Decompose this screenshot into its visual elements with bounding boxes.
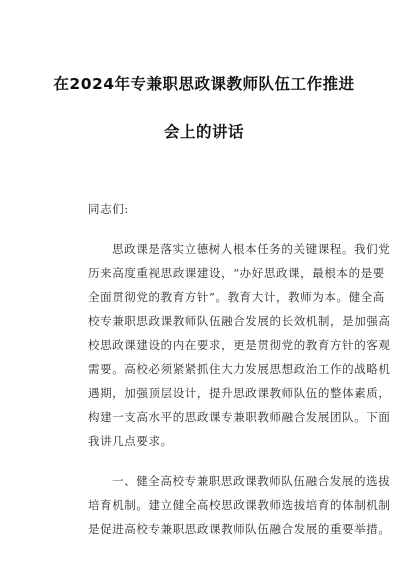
- paragraph-1-line-1: 思政课是落实立德树人根本任务的关键课程。我们党: [112, 242, 391, 256]
- document-title-line-2: 会上的讲话: [163, 123, 244, 141]
- paragraph-1-line-6: 需要。高校必须紧紧抓住大力发展思想政治工作的战略机: [88, 362, 391, 376]
- paragraph-1-line-7: 遇期，加强顶层设计，提升思政课教师队伍的整体素质，: [88, 386, 391, 400]
- greeting: 同志们:: [88, 202, 129, 216]
- paragraph-1-line-9: 我讲几点要求。: [88, 434, 173, 448]
- paragraph-1-line-3: 全面贯彻党的教育方针”。教育大计，教师为本。健全高: [88, 290, 385, 304]
- paragraph-1-line-8: 构建一支高水平的思政课专兼职教师融合发展团队。下面: [88, 410, 391, 424]
- paragraph-1-line-5: 校思政课建设的内在要求，更是贯彻党的教育方针的客观: [88, 338, 391, 352]
- paragraph-2-line-1: 一、健全高校专兼职思政课教师队伍融合发展的选拔: [112, 474, 391, 488]
- paragraph-2-line-2: 培育机制。建立健全高校思政课教师选拔培育的体制机制: [88, 498, 391, 512]
- paragraph-1-line-2: 历来高度重视思政课建设，“办好思政课，最根本的是要: [88, 266, 385, 280]
- paragraph-1-line-4: 校专兼职思政课教师队伍融合发展的长效机制，是加强高: [88, 314, 391, 328]
- paragraph-2-line-3: 是促进高校专兼职思政课教师队伍融合发展的重要举措。: [88, 522, 391, 536]
- document-title-line-1: 在2024年专兼职思政课教师队伍工作推进: [53, 75, 355, 93]
